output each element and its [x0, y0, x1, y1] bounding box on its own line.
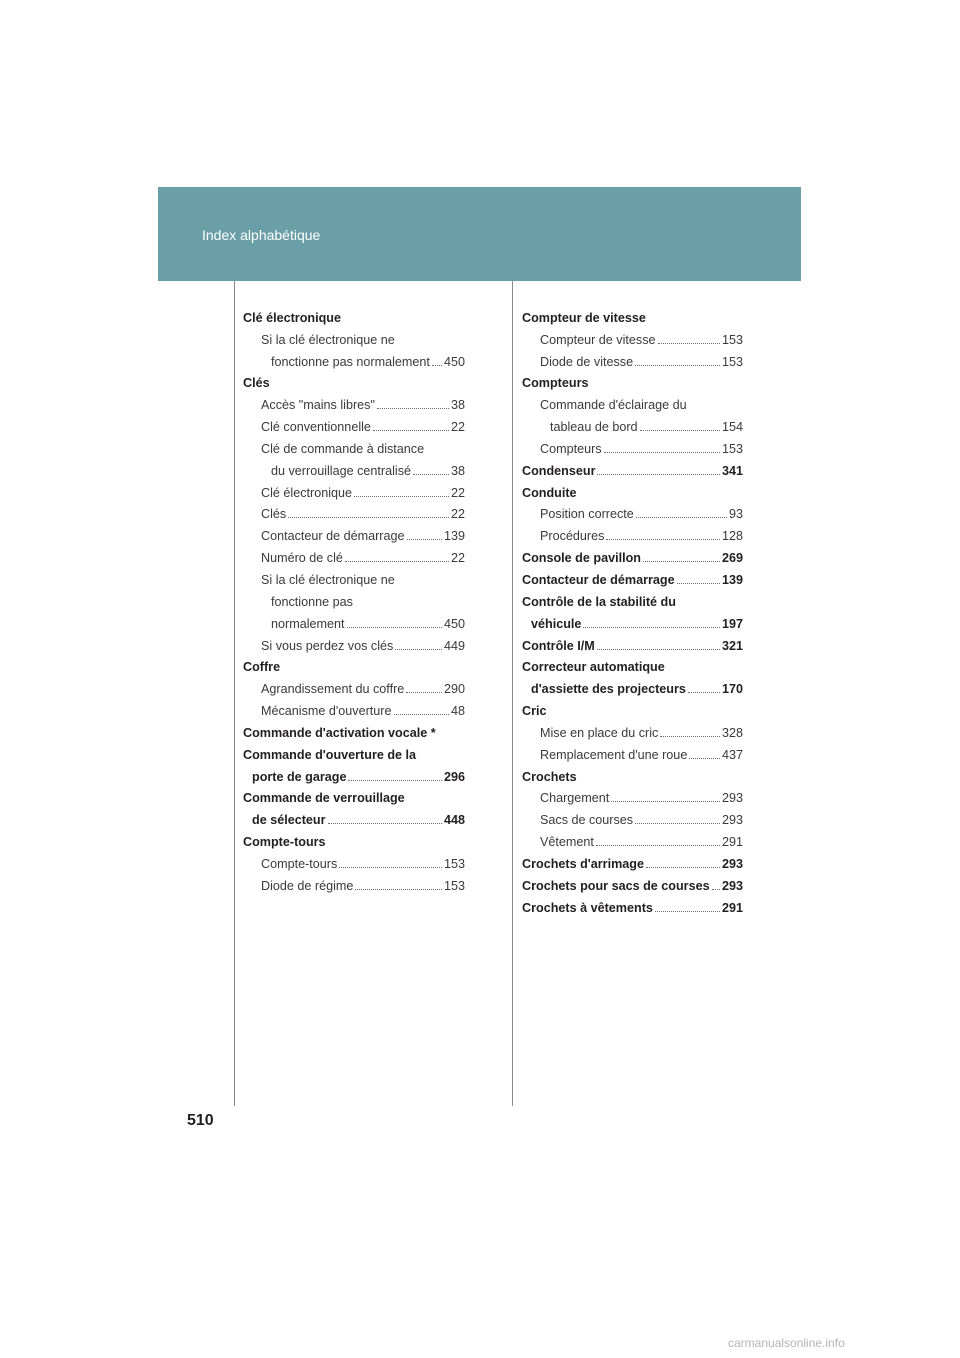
index-entry	[522, 348, 743, 370]
index-entry	[243, 544, 465, 566]
index-entry-text: du verrouillage centralisé	[271, 463, 412, 478]
index-entry-text: Contacteur de démarrage	[522, 572, 675, 587]
index-entry-page: 139	[443, 529, 465, 544]
index-entry-text: Position correcte	[540, 507, 634, 522]
dot-leader	[355, 889, 442, 890]
index-entry-text: Cric	[522, 704, 547, 719]
dot-leader	[345, 561, 449, 562]
index-entry	[522, 370, 743, 392]
index-entry-text: Diode de vitesse	[540, 354, 634, 369]
index-entry-page: 153	[721, 332, 743, 347]
index-entry-page: 449	[443, 638, 465, 653]
index-entry	[522, 326, 743, 348]
index-entry-page: 22	[450, 507, 465, 522]
index-entry-text: tableau de bord	[550, 420, 638, 435]
index-entry-page: 290	[443, 682, 465, 697]
index-entry	[243, 501, 465, 523]
index-entry-text: Compte-tours	[243, 835, 326, 850]
index-entry	[243, 719, 465, 741]
index-entry	[522, 610, 743, 632]
index-entry	[522, 654, 743, 676]
index-entry-text: Commande d'activation vocale *	[243, 725, 436, 740]
index-entry-text: Numéro de clé	[261, 551, 343, 566]
index-entry	[522, 785, 743, 807]
index-entry-text: Mise en place du cric	[540, 725, 659, 740]
index-entry	[243, 785, 465, 807]
dot-leader	[660, 736, 720, 737]
dot-leader	[604, 452, 720, 453]
index-entry-page: 293	[721, 856, 743, 871]
index-entry-page: 153	[443, 878, 465, 893]
index-entry-page: 48	[450, 704, 465, 719]
index-entry-text: porte de garage	[252, 769, 347, 784]
index-entry-page: 437	[721, 747, 743, 762]
dot-leader	[407, 539, 442, 540]
header-band	[158, 187, 801, 281]
index-entry	[522, 457, 743, 479]
dot-leader	[643, 561, 720, 562]
index-entry-text: Compte-tours	[261, 856, 338, 871]
index-entry-page: 93	[728, 507, 743, 522]
index-entry	[522, 763, 743, 785]
dot-leader	[658, 343, 720, 344]
dot-leader	[636, 517, 727, 518]
index-entry	[522, 501, 743, 523]
index-entry-text: Console de pavillon	[522, 551, 641, 566]
index-entry-text: Contrôle de la stabilité du	[522, 594, 676, 609]
index-entry	[243, 632, 465, 654]
index-entry-text: Si la clé électronique ne	[261, 572, 395, 587]
index-entry	[243, 326, 465, 348]
index-entry-page: 321	[721, 638, 743, 653]
index-entry	[243, 457, 465, 479]
index-entry-page: 269	[721, 551, 743, 566]
index-entry-page: 153	[721, 441, 743, 456]
column-divider	[512, 281, 513, 1106]
index-entry-text: Clé de commande à distance	[261, 441, 425, 456]
index-entry-text: Vêtement	[540, 835, 594, 850]
dot-leader	[640, 430, 720, 431]
index-entry	[243, 391, 465, 413]
index-entry-text: Crochets à vêtements	[522, 900, 653, 915]
index-entry	[522, 850, 743, 872]
index-entry	[243, 566, 465, 588]
index-entry	[522, 894, 743, 916]
index-entry	[243, 610, 465, 632]
index-entry-page: 450	[443, 354, 465, 369]
index-entry	[243, 741, 465, 763]
dot-leader	[377, 408, 449, 409]
index-entry	[243, 522, 465, 544]
index-entry-page: 38	[450, 398, 465, 413]
index-entry	[243, 850, 465, 872]
index-entry-text: véhicule	[531, 616, 582, 631]
index-entry-text: Procédures	[540, 529, 605, 544]
dot-leader	[339, 867, 442, 868]
index-entry-page: 153	[721, 354, 743, 369]
index-entry-text: fonctionne pas	[271, 594, 353, 609]
index-entry-text: Crochets pour sacs de courses	[522, 878, 710, 893]
index-entry-text: Clés	[243, 376, 270, 391]
section-title: Index alphabétique	[202, 227, 321, 243]
dot-leader	[596, 845, 720, 846]
index-entry-page: 293	[721, 813, 743, 828]
index-entry-text: Crochets	[522, 769, 577, 784]
watermark: carmanualsonline.info	[728, 1336, 845, 1350]
index-entry-text: fonctionne pas normalement	[271, 354, 430, 369]
dot-leader	[597, 649, 720, 650]
dot-leader	[712, 889, 720, 890]
index-entry-text: Compteur de vitesse	[522, 310, 646, 325]
dot-leader	[635, 365, 720, 366]
dot-leader	[583, 627, 720, 628]
index-entry	[243, 304, 465, 326]
index-entry-text: Mécanisme d'ouverture	[261, 704, 392, 719]
index-entry	[522, 632, 743, 654]
index-column-right	[522, 304, 743, 916]
index-entry	[243, 828, 465, 850]
dot-leader	[689, 758, 720, 759]
index-entry	[243, 435, 465, 457]
index-entry-text: Sacs de courses	[540, 813, 634, 828]
dot-leader	[406, 692, 442, 693]
index-entry-page: 154	[721, 420, 743, 435]
index-entry	[243, 806, 465, 828]
dot-leader	[655, 911, 720, 912]
index-entry-page: 450	[443, 616, 465, 631]
index-entry	[243, 413, 465, 435]
index-entry-page: 448	[443, 813, 465, 828]
index-entry-page: 22	[450, 551, 465, 566]
index-entry	[522, 872, 743, 894]
index-entry-text: Contrôle I/M	[522, 638, 595, 653]
page-number: 510	[187, 1112, 214, 1129]
index-entry-text: Contacteur de démarrage	[261, 529, 405, 544]
index-entry	[522, 522, 743, 544]
index-entry-text: d'assiette des projecteurs	[531, 682, 686, 697]
index-entry	[243, 675, 465, 697]
index-entry-text: Compteurs	[522, 376, 589, 391]
index-entry	[522, 391, 743, 413]
index-entry	[243, 763, 465, 785]
dot-leader	[635, 823, 720, 824]
dot-leader	[597, 474, 720, 475]
dot-leader	[347, 627, 442, 628]
dot-leader	[395, 649, 442, 650]
dot-leader	[432, 365, 442, 366]
index-entry-page: 153	[443, 856, 465, 871]
index-entry	[522, 304, 743, 326]
index-entry	[243, 872, 465, 894]
index-entry-text: Accès "mains libres"	[261, 398, 375, 413]
index-entry	[522, 435, 743, 457]
index-entry-page: 197	[721, 616, 743, 631]
dot-leader	[394, 714, 449, 715]
dot-leader	[354, 496, 449, 497]
index-entry	[243, 654, 465, 676]
index-entry	[243, 479, 465, 501]
dot-leader	[288, 517, 449, 518]
index-entry	[243, 697, 465, 719]
index-entry-text: Chargement	[540, 791, 610, 806]
index-entry-text: Commande de verrouillage	[243, 791, 405, 806]
index-entry-page: 293	[721, 791, 743, 806]
index-entry-text: Correcteur automatique	[522, 660, 665, 675]
dot-leader	[606, 539, 720, 540]
index-entry-page: 139	[721, 572, 743, 587]
index-entry	[522, 675, 743, 697]
index-entry-text: Coffre	[243, 660, 281, 675]
index-entry-text: Clé électronique	[243, 310, 341, 325]
dot-leader	[328, 823, 442, 824]
left-margin-rule	[234, 281, 235, 1106]
index-entry-text: Clé conventionnelle	[261, 420, 371, 435]
index-entry-text: Crochets d'arrimage	[522, 856, 644, 871]
index-entry-page: 170	[721, 682, 743, 697]
index-entry-page: 328	[721, 725, 743, 740]
index-entry-page: 291	[721, 835, 743, 850]
index-column-left	[243, 304, 465, 894]
index-entry-text: Agrandissement du coffre	[261, 682, 405, 697]
index-entry	[522, 566, 743, 588]
index-entry-text: Si vous perdez vos clés	[261, 638, 394, 653]
index-entry-page: 128	[721, 529, 743, 544]
index-entry	[243, 348, 465, 370]
index-entry-page: 293	[721, 878, 743, 893]
index-entry-text: Diode de régime	[261, 878, 354, 893]
index-entry-text: Condenseur	[522, 463, 596, 478]
index-entry	[522, 719, 743, 741]
index-entry	[522, 806, 743, 828]
index-entry-page: 22	[450, 420, 465, 435]
index-entry	[522, 697, 743, 719]
index-entry-text: Compteurs	[540, 441, 602, 456]
index-entry-page: 291	[721, 900, 743, 915]
index-entry-text: normalement	[271, 616, 345, 631]
index-entry-text: Clés	[261, 507, 287, 522]
index-entry-text: Commande d'éclairage du	[540, 398, 687, 413]
dot-leader	[688, 692, 720, 693]
index-entry	[522, 588, 743, 610]
index-entry	[522, 544, 743, 566]
dot-leader	[348, 780, 442, 781]
index-entry-text: Conduite	[522, 485, 577, 500]
dot-leader	[646, 867, 720, 868]
index-entry-text: Remplacement d'une roue	[540, 747, 688, 762]
index-entry	[522, 828, 743, 850]
index-entry	[522, 413, 743, 435]
index-entry-text: Si la clé électronique ne	[261, 332, 395, 347]
index-entry-text: Clé électronique	[261, 485, 353, 500]
index-entry-page: 22	[450, 485, 465, 500]
index-entry-page: 341	[721, 463, 743, 478]
index-entry	[522, 741, 743, 763]
index-entry	[243, 588, 465, 610]
index-entry-page: 296	[443, 769, 465, 784]
dot-leader	[611, 801, 720, 802]
index-entry-text: de sélecteur	[252, 813, 326, 828]
index-entry	[522, 479, 743, 501]
dot-leader	[373, 430, 449, 431]
index-entry-text: Compteur de vitesse	[540, 332, 656, 347]
dot-leader	[677, 583, 720, 584]
dot-leader	[413, 474, 449, 475]
index-entry-page: 38	[450, 463, 465, 478]
index-entry	[243, 370, 465, 392]
index-entry-text: Commande d'ouverture de la	[243, 747, 417, 762]
